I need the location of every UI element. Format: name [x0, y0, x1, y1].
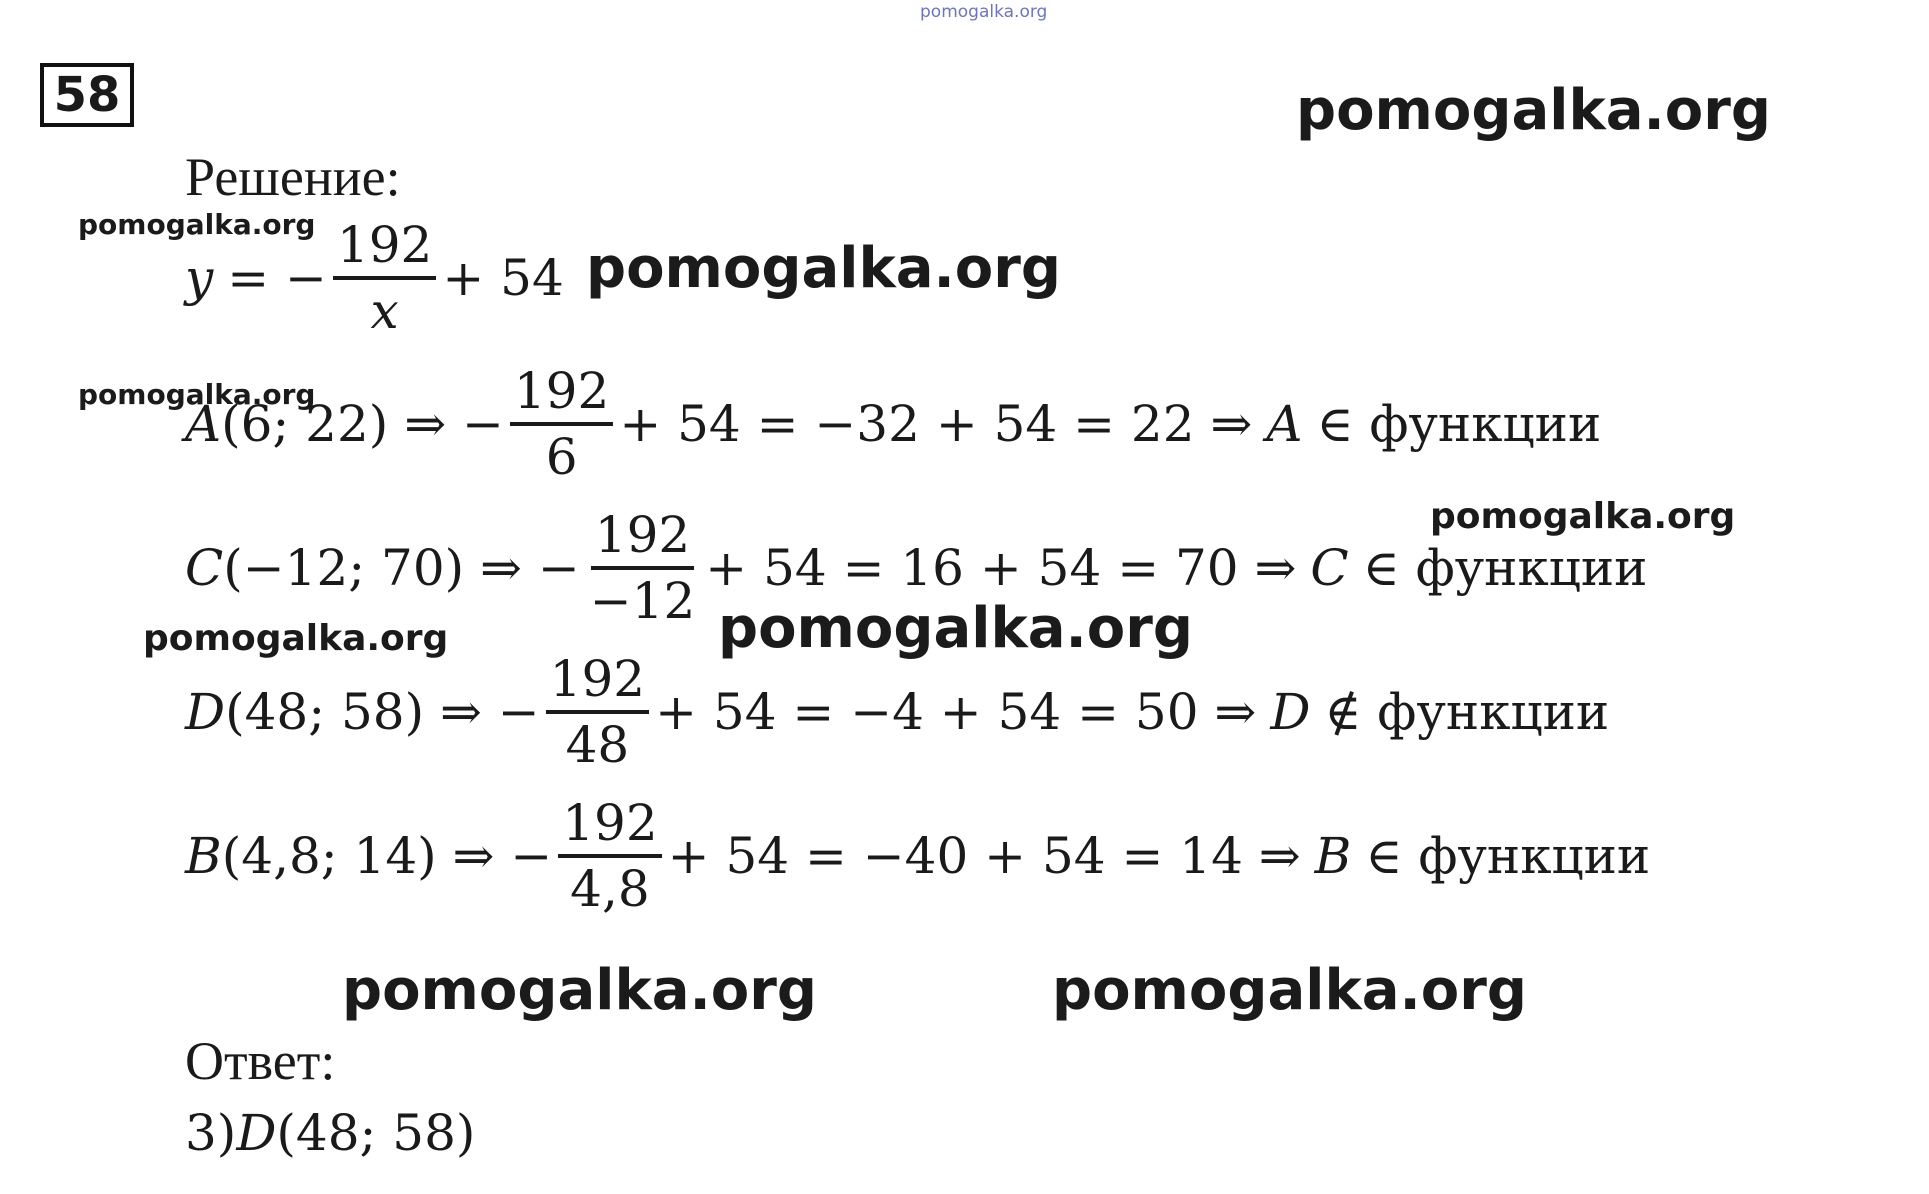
denominator: 4,8: [570, 860, 650, 918]
function-eq: = −: [227, 249, 327, 307]
watermark-mid-2: pomogalka.org: [718, 596, 1193, 661]
function-lhs: y: [185, 249, 214, 307]
fraction: [546, 650, 649, 774]
problem-number: 58: [40, 63, 134, 127]
point-label: B: [185, 827, 222, 885]
fraction: [510, 362, 613, 486]
function-tail: + 54: [442, 249, 564, 307]
check-line-b: [185, 794, 1651, 918]
denominator: 48: [565, 716, 630, 774]
numerator: 192: [510, 366, 613, 426]
computation: + 54 = 16 + 54 = 70 ⇒: [705, 539, 1297, 597]
fraction: [558, 794, 661, 918]
watermark-left-3: pomogalka.org: [143, 618, 449, 659]
check-line-a: [185, 362, 1602, 486]
answer-heading: Ответ:: [185, 1031, 336, 1091]
answer-line: [185, 1104, 476, 1162]
fraction: [586, 506, 700, 630]
denominator: −12: [589, 572, 696, 630]
point-label: C: [185, 539, 224, 597]
watermark-left-1: pomogalka.org: [78, 208, 316, 241]
solution-heading: Решение:: [185, 147, 401, 207]
computation: + 54 = −40 + 54 = 14 ⇒: [667, 827, 1301, 885]
check-line-d: [185, 650, 1610, 774]
result-relation: ∉ функции: [1324, 683, 1610, 741]
point-coords: (6; 22) ⇒ −: [221, 395, 504, 453]
result-letter: C: [1310, 539, 1349, 597]
answer-letter: D: [236, 1104, 277, 1162]
numerator: 192: [558, 798, 661, 858]
point-coords: (−12; 70) ⇒ −: [223, 539, 580, 597]
watermark-bottom-left: pomogalka.org: [342, 958, 817, 1023]
watermark-bottom-right: pomogalka.org: [1052, 958, 1527, 1023]
result-letter: D: [1270, 683, 1311, 741]
result-relation: ∈ функции: [1316, 395, 1602, 453]
watermark-right-2: pomogalka.org: [1430, 496, 1736, 537]
function-equation: [185, 216, 564, 340]
computation: + 54 = −4 + 54 = 50 ⇒: [655, 683, 1257, 741]
function-denominator: x: [370, 282, 399, 340]
result-relation: ∈ функции: [1365, 827, 1651, 885]
watermark-top-right: pomogalka.org: [1296, 78, 1771, 143]
point-label: D: [185, 683, 226, 741]
point-coords: (4,8; 14) ⇒ −: [221, 827, 553, 885]
result-relation: ∈ функции: [1362, 539, 1648, 597]
computation: + 54 = −32 + 54 = 22 ⇒: [619, 395, 1253, 453]
answer-prefix: 3): [185, 1104, 237, 1162]
numerator: 192: [591, 510, 694, 570]
function-fraction: [333, 216, 436, 340]
point-label: A: [185, 395, 222, 453]
function-numerator: 192: [333, 220, 436, 280]
watermark-mid-1: pomogalka.org: [586, 236, 1061, 301]
result-letter: B: [1314, 827, 1352, 885]
watermark-left-2: pomogalka.org: [78, 378, 316, 411]
point-coords: (48; 58) ⇒ −: [225, 683, 540, 741]
watermark-top: pomogalka.org: [920, 2, 1048, 22]
denominator: 6: [545, 428, 578, 486]
result-letter: A: [1266, 395, 1303, 453]
answer-coords: (48; 58): [276, 1104, 476, 1162]
numerator: 192: [546, 654, 649, 714]
